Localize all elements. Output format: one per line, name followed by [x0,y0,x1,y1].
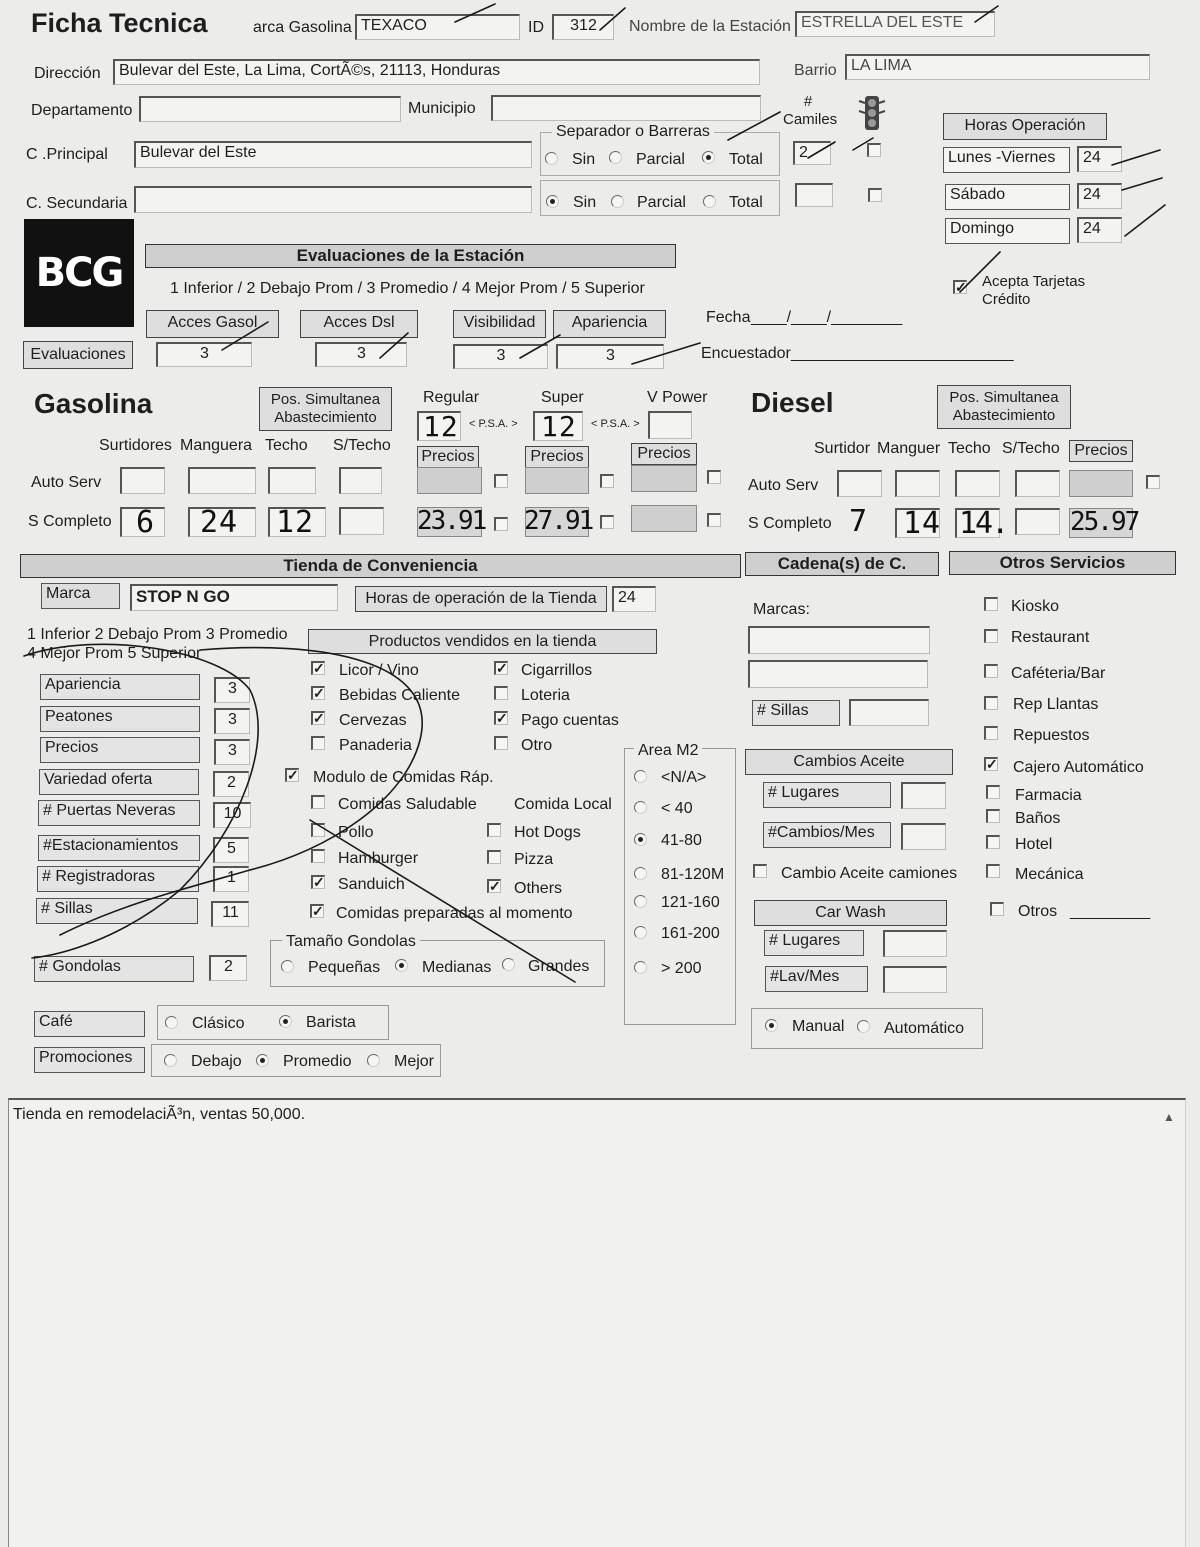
camiles-label: # Camiles [783,93,838,128]
cafe-label: Café [34,1011,145,1037]
others-label: Others [514,880,563,897]
super-auto-precio-field[interactable] [525,467,589,494]
municipio-label: Municipio [408,100,476,117]
pago-cuentas-checkbox[interactable]: ✓ [496,710,508,726]
vpower-label: V Power [647,389,708,406]
tienda-header: Tienda de Conveniencia [20,554,741,578]
rating-gondolas-field[interactable]: 2 [209,955,247,981]
loteria-label: Loteria [521,687,570,704]
vpower-auto-checkbox[interactable] [707,470,721,484]
repuestos-label: Repuestos [1013,727,1090,744]
promo-promedio-radio[interactable] [256,1054,269,1067]
vpower-completo-precio-field[interactable] [631,505,697,532]
horas-sabado-field[interactable]: 24 [1077,183,1122,209]
tienda-horas-label: Horas de operación de la Tienda [355,586,607,612]
notes-area[interactable] [8,1098,1186,1547]
promo-mejor-label: Mejor [394,1053,435,1070]
tienda-marca-field[interactable]: STOP N GO [130,584,338,611]
hamburger-label: Hamburger [338,850,419,867]
gasolina-completo-surtidores-field[interactable] [120,505,165,540]
cadenas-sillas-field[interactable] [849,699,929,726]
regular-precios-button[interactable]: Precios [417,446,479,468]
promo-debajo-label: Debajo [191,1053,242,1070]
horas-lunes-field[interactable]: 24 [1077,146,1122,172]
evaluaciones-button[interactable]: Evaluaciones [23,341,133,369]
wash-automatico-radio[interactable] [857,1020,870,1033]
wash-lav-field[interactable] [883,966,947,993]
gasolina-auto-manguera-field[interactable] [188,467,256,494]
comidas-preparadas-label: Comidas preparadas al momento [336,905,573,922]
super-completo-precio-field[interactable] [524,506,593,537]
rating-precios-field[interactable]: 3 [214,739,250,765]
repuestos-checkbox[interactable] [984,726,998,740]
farmacia-checkbox[interactable] [986,785,1000,799]
camiles-row1-checkbox[interactable] [867,143,881,157]
diesel-completo-techo-value: 14. [959,506,1008,541]
hot-dogs-label: Hot Dogs [514,824,581,841]
diesel-auto-stecho-field[interactable] [1015,470,1060,497]
traffic-light-icon [857,95,887,133]
municipio-field[interactable] [491,95,761,121]
gasolina-col-stecho: S/Techo [333,437,391,454]
productos-header: Productos vendidos en la tienda [308,629,657,654]
diesel-title: Diesel [751,387,834,418]
marca-gasolina-field[interactable]: TEXACO [355,14,520,40]
super-psa-field[interactable] [533,411,583,441]
gasolina-completo-surtidores-value: 6 [136,505,156,540]
aceite-lugares-label: # Lugares [763,782,891,808]
cigarrillos-label: Cigarrillos [521,662,593,679]
tienda-scale-line2: 4 Mejor Prom 5 Superior [27,645,202,662]
regular-label: Regular [423,389,480,406]
barrio-field[interactable]: LA LIMA [845,54,1150,80]
banos-label: Baños [1015,810,1061,827]
wash-lugares-label: # Lugares [764,930,864,956]
diesel-col-techo: Techo [948,440,991,457]
gasolina-completo-techo-field[interactable] [268,505,326,540]
acces-gasol-label: Acces Gasol [146,310,279,338]
acepta-tarjetas-checkbox[interactable]: ✓ [955,279,967,295]
panaderia-label: Panaderia [339,737,412,754]
rating-sillas-field[interactable]: 11 [211,901,249,927]
super-psa-label: < P.S.A. > [591,418,640,430]
aceite-lugares-field[interactable] [901,782,946,809]
acces-dsl-field[interactable]: 3 [315,342,407,367]
area-81-120-label: 81-120M [661,866,725,883]
calle-principal-label: C .Principal [26,146,108,163]
regular-psa-field[interactable] [417,411,461,441]
area-title: Area M2 [634,742,702,760]
pago-cuentas-label: Pago cuentas [521,712,619,729]
promo-promedio-label: Promedio [283,1053,352,1070]
vpower-precios-button[interactable]: Precios [631,443,697,465]
diesel-auto-checkbox[interactable] [1146,475,1160,489]
separador-row1-sin-radio[interactable] [545,152,558,165]
departamento-field[interactable] [139,96,401,122]
scroll-up-icon[interactable]: ▲ [1163,1110,1175,1124]
regular-psa-label: < P.S.A. > [469,418,518,430]
hotel-label: Hotel [1015,836,1053,853]
super-auto-checkbox[interactable] [600,474,614,488]
barrio-label: Barrio [794,62,837,79]
cajero-label: Cajero Automático [1013,759,1144,776]
cafeteria-checkbox[interactable] [984,664,998,678]
gasolina-col-manguera: Manguera [180,437,253,454]
aceite-cambios-label: #Cambios/Mes [763,822,891,848]
calle-secundaria-label: C. Secundaria [26,195,128,212]
area-41-80-label: 41-80 [661,832,702,849]
horas-day-lunes: Lunes -Viernes [943,147,1070,173]
rating-estacionamientos-label: #Estacionamientos [38,835,200,861]
encuestador-label: Encuestador [701,345,791,362]
comida-local-label: Comida Local [514,796,612,813]
rating-apariencia-label: Apariencia [40,674,200,700]
diesel-auto-manguer-field[interactable] [895,470,940,497]
area-lt40-label: < 40 [661,800,693,817]
rating-peatones-field[interactable]: 3 [214,708,250,734]
cervezas-label: Cervezas [339,712,407,729]
cafe-clasico-label: Clásico [192,1015,245,1032]
sanduich-checkbox[interactable]: ✓ [313,874,325,890]
separador-row2-parcial-radio[interactable] [611,195,624,208]
farmacia-label: Farmacia [1015,787,1082,804]
gondolas-medianas-radio[interactable] [395,959,408,972]
rating-precios-label: Precios [40,737,200,763]
separador-row1-parcial-label: Parcial [636,151,685,168]
area-121-160-label: 121-160 [661,894,720,911]
wash-lugares-field[interactable] [883,930,947,957]
estacion-label: Nombre de la Estación [629,18,791,35]
tienda-scale-line1: 1 Inferior 2 Debajo Prom 3 Promedio [27,626,288,643]
visibilidad-label: Visibilidad [453,310,546,338]
apariencia-eval-field[interactable]: 3 [556,344,664,369]
diesel-completo-surtidor-value: 7 [849,504,869,539]
regular-completo-precio-value: 23.91 [417,506,486,536]
vpower-completo-checkbox[interactable] [707,513,721,527]
promo-debajo-radio[interactable] [164,1054,177,1067]
calle-principal-field[interactable]: Bulevar del Este [134,141,532,168]
area-na-label: <N/A> [661,769,707,786]
super-label: Super [541,389,584,406]
bebidas-checkbox[interactable]: ✓ [313,685,325,701]
otro-producto-label: Otro [521,737,553,754]
area-161-200-radio[interactable] [634,926,647,939]
regular-auto-checkbox[interactable] [494,474,508,488]
separador-row2-total-radio[interactable] [703,195,716,208]
rating-sillas-label: # Sillas [36,898,198,924]
promo-mejor-radio[interactable] [367,1054,380,1067]
camiles-row1-field[interactable]: 2 [793,141,831,165]
separador-row1-total-label: Total [729,151,763,168]
bcg-logo: BCG [24,219,134,327]
area-gt200-label: > 200 [661,960,702,977]
camiles-row2-checkbox[interactable] [868,188,882,202]
diesel-col-stecho: S/Techo [1002,440,1060,457]
separador-row2-sin-label: Sin [573,194,597,211]
wash-automatico-label: Automático [884,1020,965,1037]
rating-peatones-label: Peatones [40,706,200,732]
id-field[interactable]: 312 [552,14,614,40]
aceite-camiones-label: Cambio Aceite camiones [781,865,958,882]
otros-servicio-checkbox[interactable] [990,902,1004,916]
area-41-80-radio[interactable] [634,833,647,846]
vpower-psa-field[interactable] [648,411,692,439]
apariencia-eval-label: Apariencia [553,310,666,338]
diesel-auto-surtidor-field[interactable] [837,470,882,497]
area-121-160-radio[interactable] [634,895,647,908]
gondolas-medianas-label: Medianas [422,959,492,976]
restaurant-checkbox[interactable] [984,629,998,643]
hamburger-checkbox[interactable] [311,849,325,863]
evaluaciones-header: Evaluaciones de la Estación [145,244,676,268]
diesel-col-surtidor: Surtidor [814,440,871,457]
acces-dsl-label: Acces Dsl [300,310,418,338]
rating-registradoras-field[interactable]: 1 [213,866,249,892]
fecha-field[interactable]: ____/____/________ [751,309,903,326]
cambios-aceite-header: Cambios Aceite [745,749,953,775]
estacion-field[interactable]: ESTRELLA DEL ESTE [795,11,995,37]
promociones-label: Promociones [34,1047,145,1073]
calle-secundaria-field[interactable] [134,186,532,213]
pizza-label: Pizza [514,851,554,868]
super-completo-checkbox[interactable] [600,515,614,529]
licor-label: Licor / Vino [339,662,419,679]
notes-text: Tienda en remodelaciÃ³n, ventas 50,000. [13,1106,306,1123]
regular-completo-precio-field[interactable] [417,506,486,537]
horas-day-domingo: Domingo [945,218,1070,244]
diesel-completo-precio-field[interactable] [1069,507,1139,538]
cajero-checkbox[interactable]: ✓ [986,756,998,772]
marca-gasolina-label: arca Gasolina [253,19,352,36]
pizza-checkbox[interactable] [487,850,501,864]
kiosko-checkbox[interactable] [984,597,998,611]
separador-row2-parcial-label: Parcial [637,194,686,211]
restaurant-label: Restaurant [1011,629,1090,646]
gasolina-s-completo-label: S Completo [28,513,112,530]
separador-row2-sin-radio[interactable] [546,195,559,208]
wash-manual-radio[interactable] [765,1019,778,1032]
gasolina-completo-manguera-field[interactable] [188,505,256,540]
others-checkbox[interactable]: ✓ [489,878,501,894]
gasolina-completo-stecho-field[interactable] [339,507,384,535]
acepta-tarjetas-label: Acepta Tarjetas Crédito [982,273,1086,308]
separador-row2-total-label: Total [729,194,763,211]
comidas-saludable-checkbox[interactable] [311,795,325,809]
vpower-auto-precio-field[interactable] [631,465,697,492]
modulo-comidas-checkbox[interactable]: ✓ [287,767,299,783]
horas-operacion-header: Horas Operación [943,113,1107,140]
pollo-checkbox[interactable] [311,823,325,837]
gasolina-auto-serv-label: Auto Serv [31,474,102,491]
comidas-saludable-label: Comidas Saludable [338,796,477,813]
separador-row1-total-radio[interactable] [702,151,715,164]
horas-day-sabado: Sábado [945,184,1070,210]
otros-servicio-label: Otros [1018,903,1058,920]
direccion-label: Dirección [34,65,101,82]
sanduich-label: Sanduich [338,876,405,893]
camiles-row2-field[interactable] [795,183,833,207]
cafe-clasico-radio[interactable] [165,1016,178,1029]
diesel-completo-manguer-value: 14 [903,506,942,541]
cadenas-header: Cadena(s) de C. [745,552,939,576]
aceite-camiones-checkbox[interactable] [753,864,767,878]
hotel-checkbox[interactable] [986,835,1000,849]
form-title: Ficha Tecnica [31,8,208,38]
otros-servicio-field[interactable]: _________ [1070,903,1151,920]
marcas-field-1[interactable] [748,626,930,654]
licor-checkbox[interactable]: ✓ [313,660,325,676]
separador-row1-parcial-radio[interactable] [609,151,622,164]
wash-manual-label: Manual [792,1018,845,1035]
bebidas-label: Bebidas Caliente [339,687,460,704]
departamento-label: Departamento [31,102,133,119]
direccion-field[interactable]: Bulevar del Este, La Lima, CortÃ©s, 21113, Honduras [113,59,760,85]
rating-variedad-label: Variedad oferta [39,769,199,795]
area-lt40-radio[interactable] [634,801,647,814]
diesel-col-manguer: Manguer [877,440,941,457]
aceite-cambios-field[interactable] [901,823,946,850]
area-gt200-radio[interactable] [634,961,647,974]
otros-servicios-header: Otros Servicios [949,551,1176,575]
gondolas-grandes-label: Grandes [528,958,590,975]
gasolina-auto-surtidores-field[interactable] [120,467,165,494]
tienda-horas-field[interactable]: 24 [612,586,656,612]
comidas-preparadas-checkbox[interactable]: ✓ [312,903,324,919]
cafe-barista-radio[interactable] [279,1015,292,1028]
marcas-label: Marcas: [753,601,810,618]
hot-dogs-checkbox[interactable] [487,823,501,837]
modulo-comidas-label: Modulo de Comidas Ráp. [313,769,494,786]
marcas-field-2[interactable] [748,660,928,688]
evaluaciones-scale: 1 Inferior / 2 Debajo Prom / 3 Promedio / 4 Mejor Prom / 5 Superior [170,280,645,297]
mecanica-label: Mecánica [1015,866,1084,883]
regular-auto-precio-field[interactable] [417,467,482,494]
horas-domingo-field[interactable]: 24 [1077,217,1122,243]
cervezas-checkbox[interactable]: ✓ [313,710,325,726]
banos-checkbox[interactable] [986,809,1000,823]
otro-producto-checkbox[interactable] [494,736,508,750]
rep-llantas-label: Rep Llantas [1013,696,1099,713]
separador-title: Separador o Barreras [552,123,714,141]
rating-puertas-field[interactable]: 10 [213,802,251,828]
pollo-label: Pollo [338,824,374,841]
separador-row1-sin-label: Sin [572,151,596,168]
gasolina-completo-techo-value: 12 [276,505,315,540]
super-completo-precio-value: 27.91 [524,506,593,536]
gondolas-pequenas-label: Pequeñas [308,959,381,976]
rating-estacionamientos-field[interactable]: 5 [213,837,249,863]
panaderia-checkbox[interactable] [311,736,325,750]
gasolina-auto-techo-field[interactable] [268,467,316,494]
rep-llantas-checkbox[interactable] [984,696,998,710]
super-psa-value: 12 [541,410,577,443]
rating-registradoras-label: # Registradoras [37,866,199,892]
tienda-marca-label: Marca [41,583,120,609]
area-na-radio[interactable] [634,770,647,783]
gasolina-col-surtidores: Surtidores [99,437,172,454]
regular-completo-checkbox[interactable] [494,517,508,531]
diesel-s-completo-label: S Completo [748,515,832,532]
fecha-label: Fecha [706,309,751,326]
diesel-completo-techo-field[interactable] [955,506,1008,541]
gondolas-grandes-radio[interactable] [502,958,515,971]
rating-variedad-field[interactable]: 2 [213,771,249,797]
id-label: ID [528,19,544,36]
area-group [624,748,736,1025]
kiosko-label: Kiosko [1011,598,1060,615]
diesel-completo-precio-value: 25.97 [1070,507,1139,537]
regular-psa-value: 12 [423,410,459,443]
mecanica-checkbox[interactable] [986,864,1000,878]
wash-lav-label: #Lav/Mes [765,966,868,992]
loteria-checkbox[interactable] [494,686,508,700]
cafeteria-label: Caféteria/Bar [1011,665,1106,682]
rating-apariencia-field[interactable]: 3 [214,677,250,703]
diesel-completo-manguer-field[interactable] [895,506,942,541]
diesel-completo-stecho-field[interactable] [1015,508,1060,535]
diesel-precios-button[interactable]: Precios [1069,440,1133,462]
car-wash-header: Car Wash [754,900,947,926]
encuestador-field[interactable]: _________________________ [791,345,1014,362]
diesel-completo-surtidor-field[interactable] [837,504,882,539]
cadenas-sillas-label: # Sillas [752,700,840,726]
gasolina-col-techo: Techo [265,437,308,454]
gasolina-pos-simultanea: Pos. Simultanea Abastecimiento [259,387,392,431]
cigarrillos-checkbox[interactable]: ✓ [496,660,508,676]
rating-gondolas-label: # Gondolas [34,956,194,982]
area-81-120-radio[interactable] [634,867,647,880]
rating-puertas-label: # Puertas Neveras [38,800,200,826]
diesel-auto-techo-field[interactable] [955,470,1000,497]
diesel-auto-serv-label: Auto Serv [748,477,819,494]
diesel-pos-simultanea: Pos. Simultanea Abastecimiento [937,385,1071,429]
acces-gasol-field[interactable]: 3 [156,342,252,367]
gasolina-title: Gasolina [34,388,153,419]
cafe-barista-label: Barista [306,1014,356,1031]
gondolas-pequenas-radio[interactable] [281,960,294,973]
diesel-auto-precio-field[interactable] [1069,470,1133,497]
super-precios-button[interactable]: Precios [525,446,589,468]
gondolas-title: Tamaño Gondolas [282,933,420,951]
visibilidad-field[interactable]: 3 [453,344,548,369]
area-161-200-label: 161-200 [661,925,720,942]
gasolina-auto-stecho-field[interactable] [339,467,382,494]
gasolina-completo-manguera-value: 24 [200,505,239,540]
